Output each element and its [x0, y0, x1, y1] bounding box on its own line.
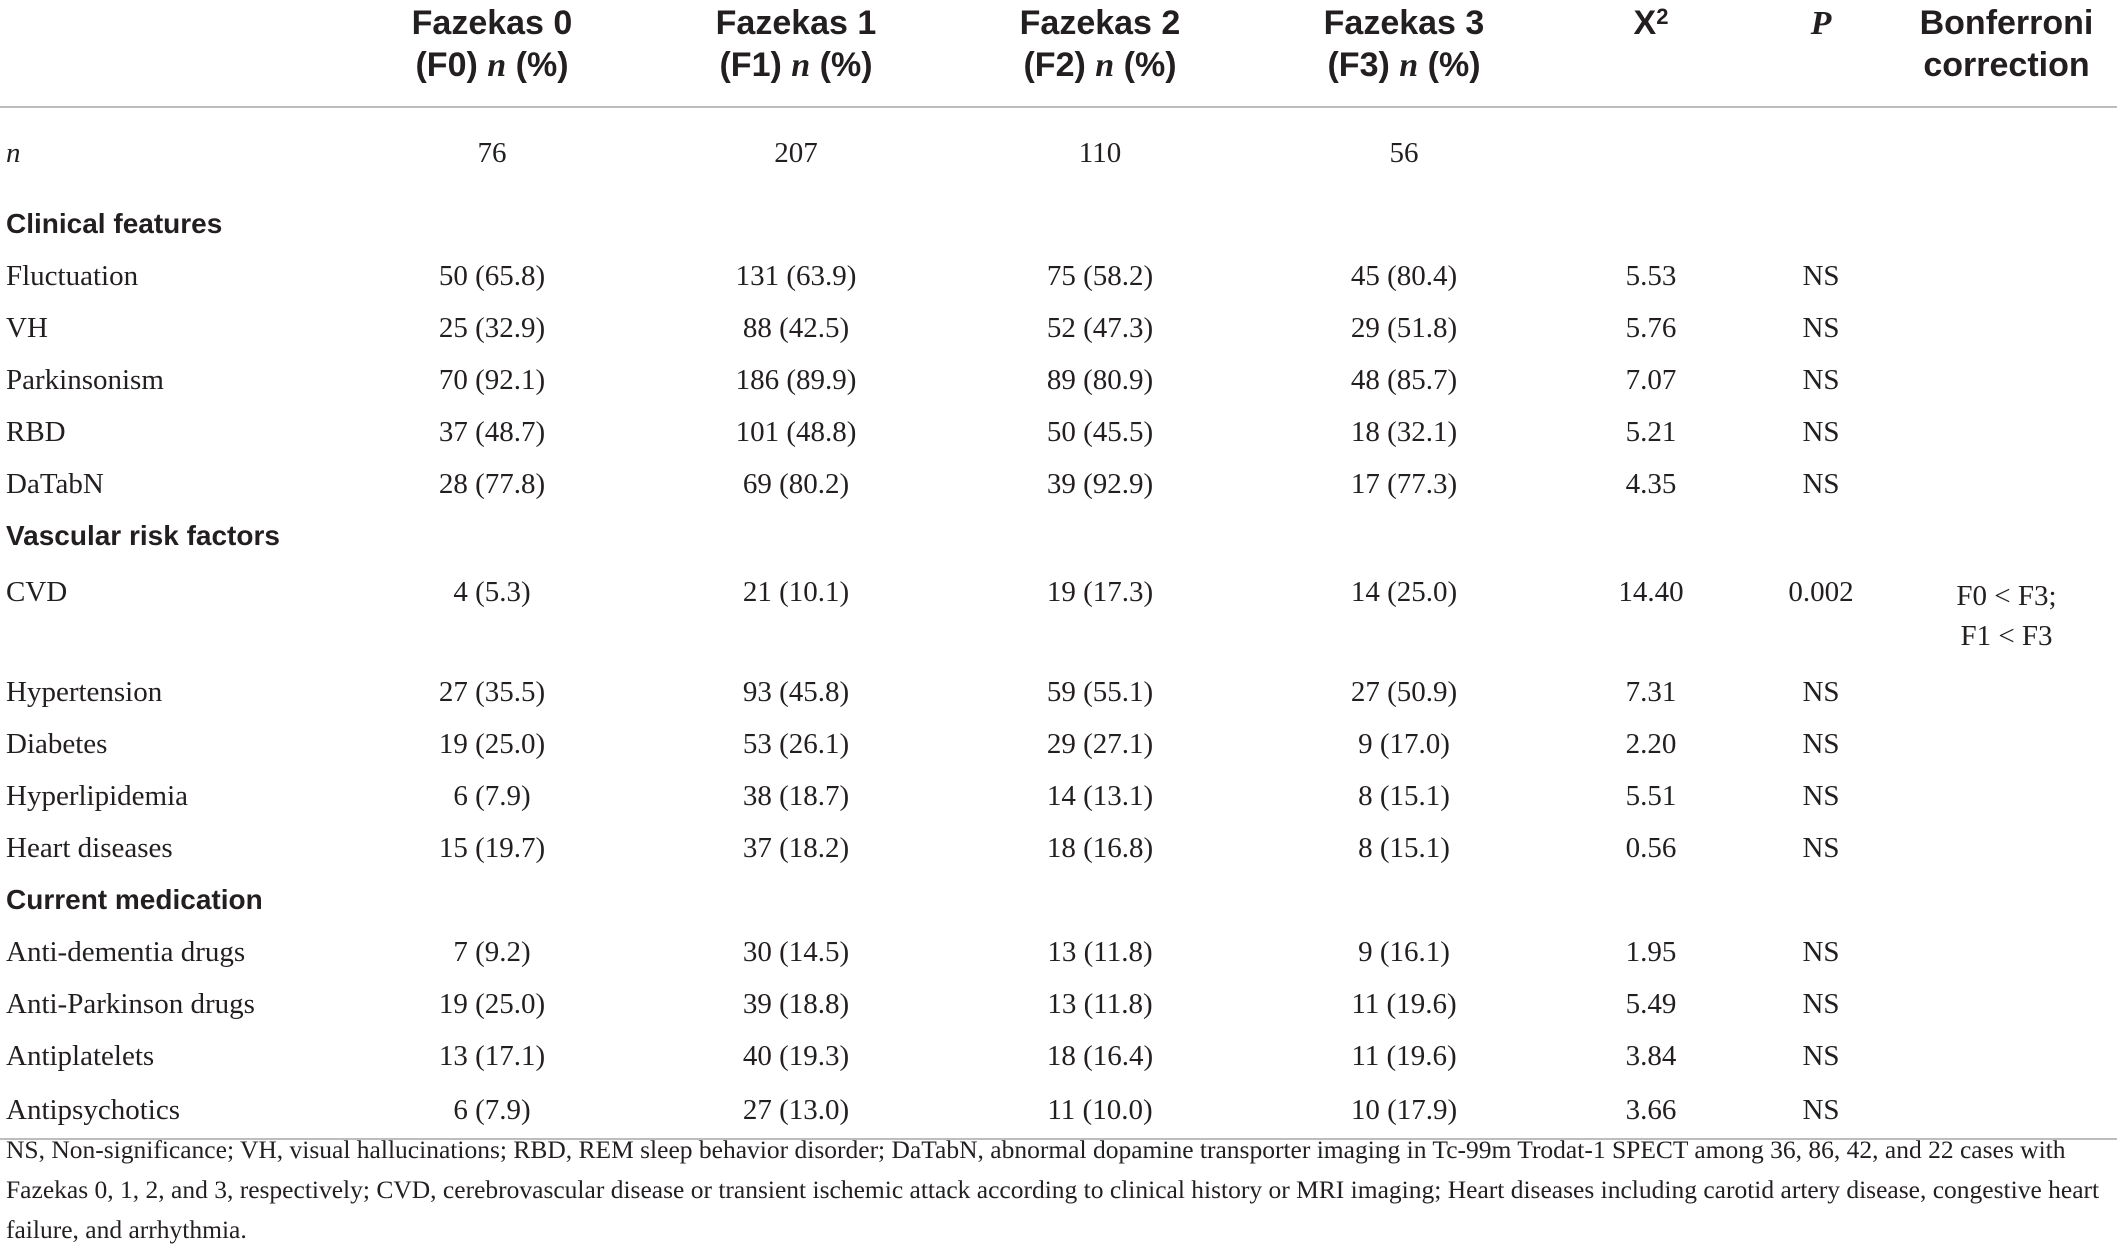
table-row	[0, 250, 2117, 302]
table-row	[0, 978, 2117, 1030]
table-row	[0, 302, 2117, 354]
cell-f0: 19 (25.0)	[438, 987, 546, 1020]
cell-p: NS	[1802, 467, 1840, 500]
cell-f1: 30 (14.5)	[742, 935, 850, 968]
cell-f2: 89 (80.9)	[1046, 363, 1154, 396]
cell-f2: 50 (45.5)	[1046, 415, 1154, 448]
header-chi-square: $X^2$	[1556, 0, 1746, 107]
cell-f1: 21 (10.1)	[742, 576, 850, 608]
cell-f0: 37 (48.7)	[438, 415, 546, 448]
cell-f0: 70 (92.1)	[438, 363, 546, 396]
header-fazekas-1: Fazekas 1 (F1) n (%)	[644, 0, 948, 107]
cell-f3: 18 (32.1)	[1350, 415, 1458, 448]
cell-f2: 18 (16.4)	[1046, 1039, 1154, 1072]
section-header	[0, 198, 2117, 250]
table-row	[0, 926, 2117, 978]
cell-f3: 8 (15.1)	[1358, 779, 1450, 812]
n-f0: 76	[477, 136, 507, 169]
header-fazekas-3: Fazekas 3 (F3) n (%)	[1252, 0, 1556, 107]
header-fazekas-0: Fazekas 0 (F0) n (%)	[340, 0, 644, 107]
cell-f0: 27 (35.5)	[438, 675, 546, 708]
cell-p: NS	[1802, 363, 1840, 396]
cell-f1: 88 (42.5)	[742, 311, 850, 344]
row-label: Antipsychotics	[0, 1082, 340, 1139]
cell-f1: 101 (48.8)	[735, 415, 857, 448]
cell-f2: 29 (27.1)	[1046, 727, 1154, 760]
cell-p: NS	[1802, 311, 1840, 344]
cell-f1: 131 (63.9)	[735, 259, 857, 292]
cell-f0: 15 (19.7)	[438, 831, 546, 864]
n-row	[0, 107, 2117, 198]
cell-bonferroni	[1896, 562, 2117, 666]
cell-x2: 5.76	[1625, 311, 1677, 344]
cell-p: NS	[1802, 935, 1840, 968]
cell-f2: 52 (47.3)	[1046, 311, 1154, 344]
table-row	[0, 666, 2117, 718]
cell-p: NS	[1802, 727, 1840, 760]
cell-f3: 11 (19.6)	[1351, 1039, 1457, 1072]
cell-f1: 40 (19.3)	[742, 1039, 850, 1072]
cell-f2: 14 (13.1)	[1046, 779, 1154, 812]
cell-bonferroni	[1896, 250, 2117, 302]
cell-f1: 38 (18.7)	[742, 779, 850, 812]
cell-x2: 14.40	[1618, 576, 1684, 608]
cell-bonferroni	[1896, 666, 2117, 718]
cell-bonferroni	[1896, 1030, 2117, 1082]
section-title: Current medication	[6, 884, 263, 915]
section-header	[0, 874, 2117, 926]
cell-f3: 45 (80.4)	[1350, 259, 1458, 292]
cell-x2: 7.07	[1625, 363, 1677, 396]
section-title: Clinical features	[6, 208, 223, 239]
cell-f3: 29 (51.8)	[1350, 311, 1458, 344]
cell-bonferroni	[1896, 770, 2117, 822]
cell-f0: 19 (25.0)	[438, 727, 546, 760]
table-row	[0, 822, 2117, 874]
cell-f1: 27 (13.0)	[644, 1082, 948, 1139]
cell-f1: 53 (26.1)	[742, 727, 850, 760]
cell-bonferroni	[1896, 926, 2117, 978]
cell-x2: 5.53	[1625, 259, 1677, 292]
cell-f2: 59 (55.1)	[1046, 675, 1154, 708]
section-header	[0, 510, 2117, 562]
header-row	[0, 0, 2117, 107]
cell-x2: 3.84	[1625, 1039, 1677, 1072]
cell-f1: 93 (45.8)	[742, 675, 850, 708]
n-f1: 207	[774, 136, 818, 169]
cell-f2: 13 (11.8)	[1047, 935, 1153, 968]
cell-p: NS	[1802, 987, 1840, 1020]
table-row	[0, 458, 2117, 510]
header-fazekas-2: Fazekas 2 (F2) n (%)	[948, 0, 1252, 107]
header-bonferroni: Bonferroni correction	[1896, 0, 2117, 107]
cell-f0: 6 (7.9)	[340, 1082, 644, 1139]
cell-bonferroni	[1896, 978, 2117, 1030]
cell-p: NS	[1802, 831, 1840, 864]
cell-p: 0.002	[1788, 576, 1854, 608]
cell-bonferroni	[1896, 822, 2117, 874]
n-f3: 56	[1389, 136, 1419, 169]
table-footnote: NS, Non-significance; VH, visual hallucinations; RBD, REM sleep behavior disorder; DaTabN, abnormal dopamine transporter imaging in Tc-99m Trodat-1 SPECT among 36, 86, 42, and 22 cases with Fazekas 0, 1, 2, and 3, respectively; CVD, cerebrovascular disease or transient ischemic attack according to clinical history or MRI imaging; Heart diseases including carotid artery disease, congestive heart failure, and arrhythmia.	[6, 1135, 2100, 1244]
cell-f1: 69 (80.2)	[742, 467, 850, 500]
cell-p: NS	[1802, 415, 1840, 448]
n-f2: 110	[1078, 136, 1122, 169]
cell-bonferroni	[1896, 406, 2117, 458]
cell-bonferroni	[1896, 302, 2117, 354]
cell-p: NS	[1802, 1039, 1840, 1072]
table-row	[0, 406, 2117, 458]
cell-f0: 4 (5.3)	[453, 576, 531, 608]
cell-f0: 25 (32.9)	[438, 311, 546, 344]
table-row	[0, 718, 2117, 770]
cell-p: NS	[1802, 675, 1840, 708]
cell-f3: 11 (19.6)	[1351, 987, 1457, 1020]
n-label: n	[6, 136, 21, 169]
cell-f1: 37 (18.2)	[742, 831, 850, 864]
header-empty	[0, 0, 340, 107]
cell-f0: 13 (17.1)	[438, 1039, 546, 1072]
cell-x2: 0.56	[1625, 831, 1677, 864]
cell-f0: 7 (9.2)	[453, 935, 531, 968]
row-label: Heart diseases	[6, 831, 173, 864]
cell-p: NS	[1802, 259, 1840, 292]
cell-p: NS	[1746, 1082, 1896, 1139]
row-label: Diabetes	[6, 727, 108, 760]
row-label: DaTabN	[6, 467, 104, 500]
row-label: VH	[6, 311, 48, 344]
cell-f0: 28 (77.8)	[438, 467, 546, 500]
row-label: Hyperlipidemia	[6, 779, 189, 812]
cell-f3: 9 (16.1)	[1358, 935, 1450, 968]
cell-f2: 11 (10.0)	[948, 1082, 1252, 1139]
cell-f1: 39 (18.8)	[742, 987, 850, 1020]
cell-f0: 6 (7.9)	[453, 779, 531, 812]
cell-f2: 18 (16.8)	[1046, 831, 1154, 864]
cell-f2: 39 (92.9)	[1046, 467, 1154, 500]
cell-bonferroni	[1896, 458, 2117, 510]
header-p-value: P	[1746, 0, 1896, 107]
table-body	[0, 107, 2117, 1139]
table-row	[0, 770, 2117, 822]
row-label: Antiplatelets	[6, 1039, 155, 1072]
cell-x2: 3.66	[1556, 1082, 1746, 1139]
cell-x2: 1.95	[1625, 935, 1677, 968]
cell-f0: 50 (65.8)	[438, 259, 546, 292]
table-row	[0, 1030, 2117, 1082]
cell-x2: 5.21	[1625, 415, 1677, 448]
cell-f3: 8 (15.1)	[1358, 831, 1450, 864]
row-label: Parkinsonism	[6, 363, 164, 396]
bonferroni-line-2: F1 < F3	[1960, 620, 2053, 652]
cell-f2: 75 (58.2)	[1046, 259, 1154, 292]
cell-bonferroni	[1896, 718, 2117, 770]
cell-f3: 17 (77.3)	[1350, 467, 1458, 500]
cell-f3: 14 (25.0)	[1350, 576, 1458, 608]
row-label: Anti-Parkinson drugs	[6, 987, 255, 1020]
cell-bonferroni	[1896, 354, 2117, 406]
row-label: CVD	[6, 576, 68, 608]
cell-f1: 186 (89.9)	[735, 363, 857, 396]
bonferroni-line-1: F0 < F3;	[1956, 580, 2057, 612]
cell-f3: 10 (17.9)	[1252, 1082, 1556, 1139]
row-label: RBD	[6, 415, 66, 448]
cell-x2: 4.35	[1625, 467, 1677, 500]
cell-p: NS	[1802, 779, 1840, 812]
section-title: Vascular risk factors	[6, 520, 280, 551]
table-row	[0, 562, 2117, 666]
row-label: Anti-dementia drugs	[6, 935, 246, 968]
cell-f2: 19 (17.3)	[1046, 576, 1154, 608]
cell-x2: 5.51	[1625, 779, 1677, 812]
table-row	[0, 354, 2117, 406]
row-label: Fluctuation	[6, 259, 139, 292]
cell-x2: 7.31	[1625, 675, 1677, 708]
cell-x2: 5.49	[1625, 987, 1677, 1020]
row-label: Hypertension	[6, 675, 163, 708]
cell-f3: 27 (50.9)	[1350, 675, 1458, 708]
cell-f3: 9 (17.0)	[1358, 727, 1450, 760]
cell-f3: 48 (85.7)	[1350, 363, 1458, 396]
cell-f2: 13 (11.8)	[1047, 987, 1153, 1020]
cell-x2: 2.20	[1625, 727, 1677, 760]
